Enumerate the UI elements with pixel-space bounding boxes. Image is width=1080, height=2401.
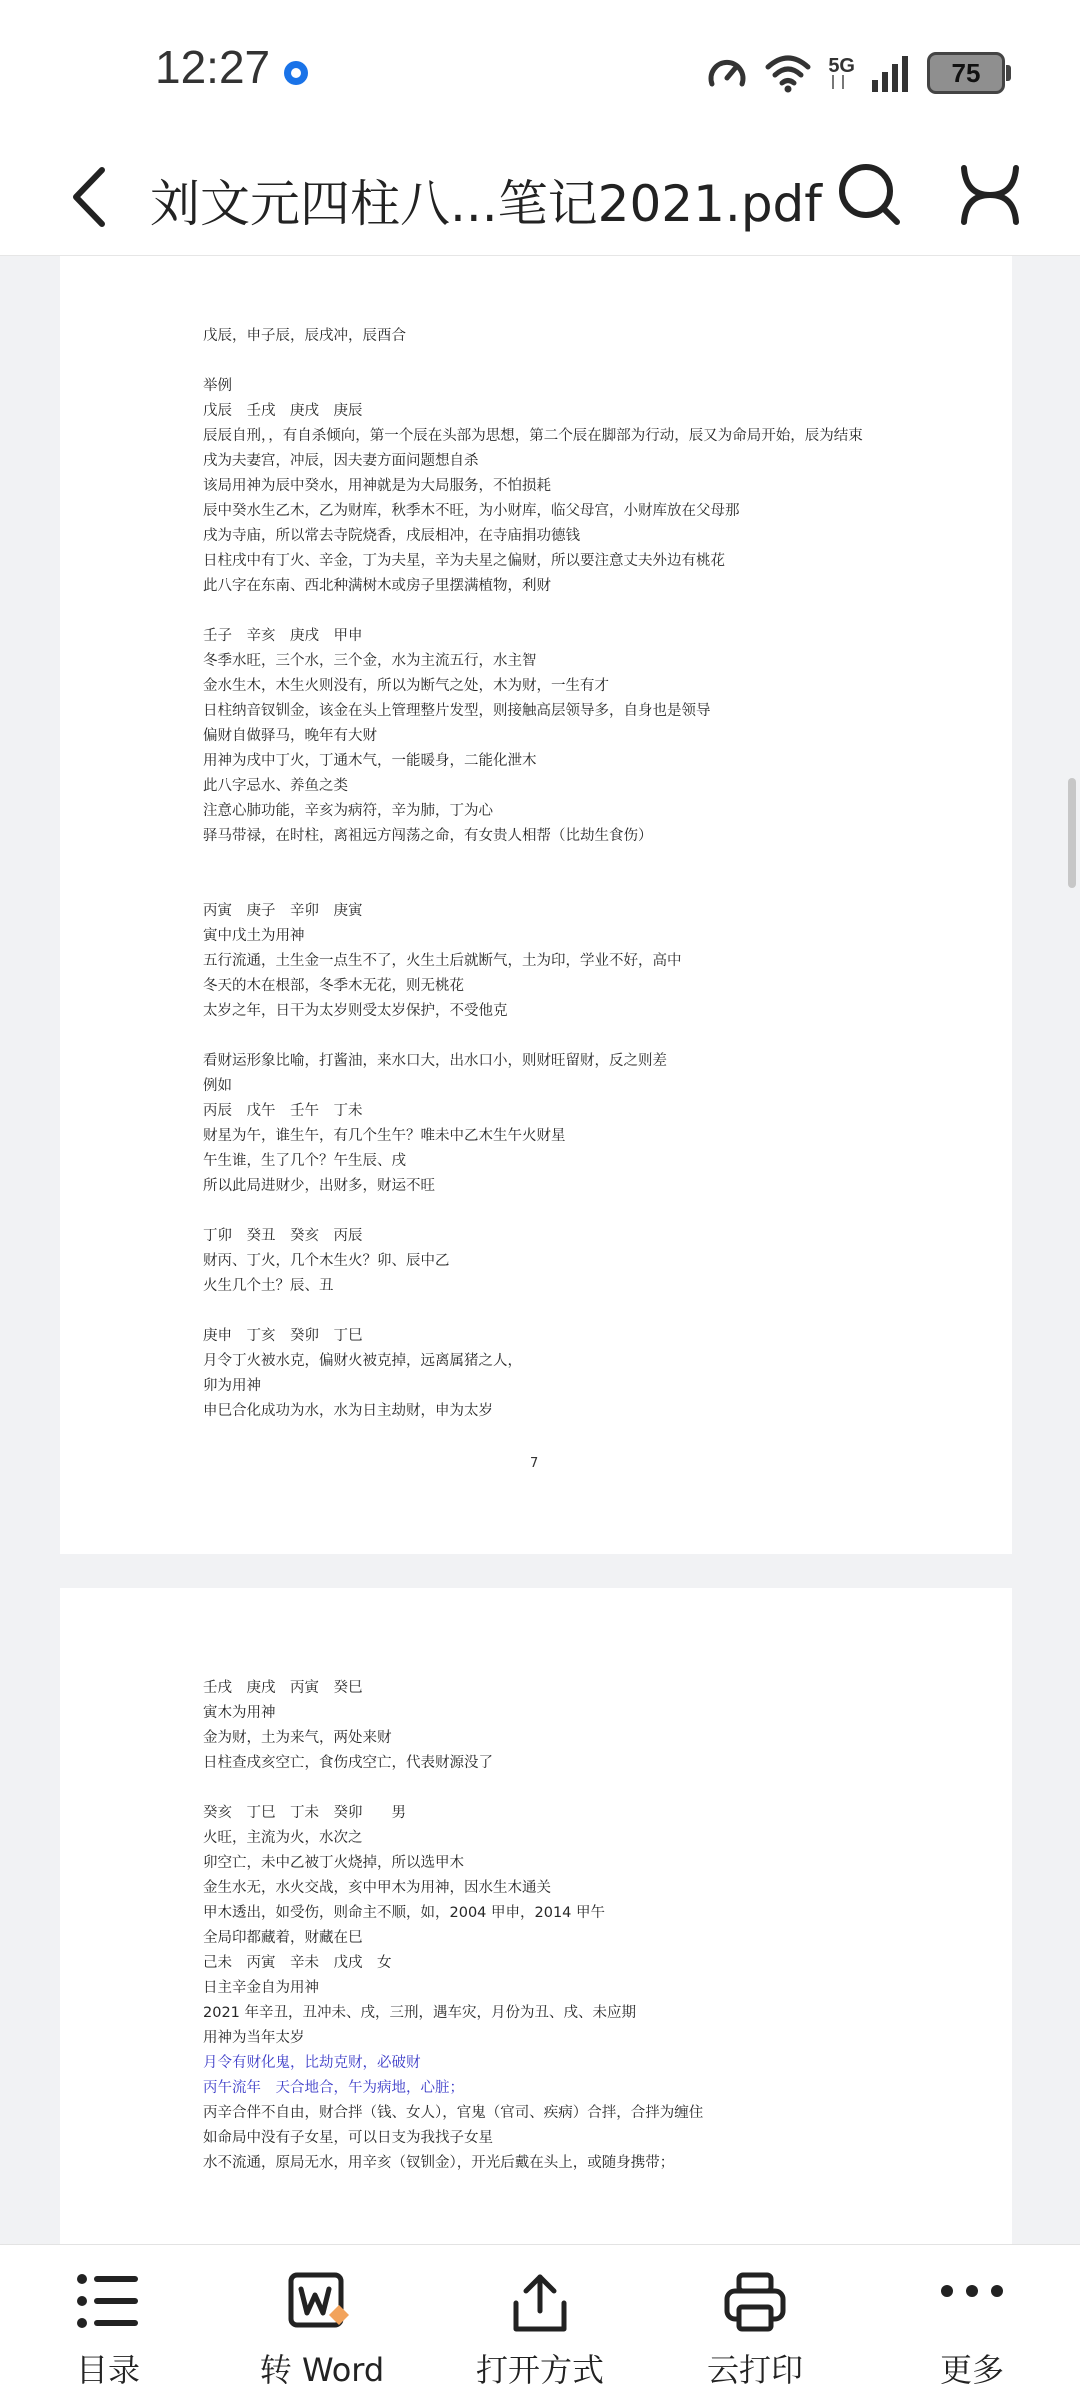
open-with-button[interactable] — [440, 2245, 640, 2401]
list-icon — [76, 2271, 140, 2331]
network-type: 5G — [828, 57, 855, 89]
wifi-icon — [764, 53, 812, 93]
text-line: 甲木透出，如受伤，则命主不顺，如，2004 甲申，2014 甲午 — [203, 1905, 606, 1921]
text-line: 癸亥 丁巳 丁未 癸卯 男 — [203, 1805, 406, 1821]
text-line: 日主辛金自为用神 — [203, 1980, 319, 1996]
text-line: 寅中戊土为用神 — [203, 928, 305, 944]
text-line: 戌为夫妻宫，冲辰，因夫妻方面问题想自杀 — [203, 453, 479, 469]
text-line: 此八字在东南、西北种满树木或房子里摆满植物，利财 — [203, 578, 551, 594]
text-line: 金为财，土为来气，两处来财 — [203, 1730, 392, 1746]
share-icon — [508, 2271, 572, 2335]
speed-icon — [706, 52, 748, 94]
text-line: 此八字忌水、养鱼之类 — [203, 778, 348, 794]
text-line: 金生水无，水火交战，亥中甲木为用神，因水生木通关 — [203, 1880, 551, 1896]
text-line — [203, 599, 863, 624]
text-line: 丙辛合伴不自由，财合拌（钱、女人），官鬼（官司、疾病）合拌，合拌为缠住 — [203, 2105, 704, 2121]
text-line: 用神为当年太岁 — [203, 2030, 305, 2046]
text-line — [203, 849, 863, 874]
toc-button[interactable] — [8, 2245, 208, 2401]
printer-icon — [723, 2271, 787, 2335]
text-line: 庚申 丁亥 癸卯 丁巳 — [203, 1328, 363, 1344]
page-number: 7 — [530, 1456, 539, 1471]
text-line — [203, 1024, 863, 1049]
text-line — [203, 1776, 703, 1801]
text-line: 如命局中没有子女星，可以日支为我找子女星 — [203, 2130, 493, 2146]
location-indicator-icon — [284, 61, 308, 85]
to-word-button[interactable] — [222, 2245, 422, 2401]
text-line: 戌为寺庙，所以常去寺院烧香，戌辰相冲，在寺庙捐功德钱 — [203, 528, 580, 544]
to-word-label: 转 Word — [259, 2351, 385, 2389]
text-line: 日柱戌中有丁火、辛金，丁为夫星，辛为夫星之偏财，所以要注意丈夫外边有桃花 — [203, 553, 725, 569]
page-text — [203, 1676, 703, 2176]
scrollbar[interactable] — [1068, 778, 1076, 888]
text-line: 寅木为用神 — [203, 1705, 276, 1721]
signal-icon — [871, 54, 911, 92]
text-line: 五行流通，土生金一点生不了，火生土后就断气，土为印，学业不好，高中 — [203, 953, 682, 969]
text-line: 金水生木，木生火则没有，所以为断气之处，木为财，一生有才 — [203, 678, 609, 694]
text-line: 丙寅 庚子 辛卯 庚寅 — [203, 903, 363, 919]
text-line: 财星为午，谁生午，有几个生午？唯未中乙木生午火财星 — [203, 1128, 566, 1144]
text-line: 火生几个土？辰、丑 — [203, 1278, 334, 1294]
text-line: 日柱查戌亥空亡，食伤戌空亡，代表财源没了 — [203, 1755, 493, 1771]
cloud-print-button[interactable] — [655, 2245, 855, 2401]
text-line: 日柱纳音钗钏金，该金在头上管理整片发型，则接触高层领导多，自身也是领导 — [203, 703, 711, 719]
text-line: 月令丁火被水克，偏财火被克掉，远离属猪之人， — [203, 1353, 522, 1369]
text-line — [203, 874, 863, 899]
battery-icon: 75 — [927, 52, 1005, 94]
document-title: 刘文元四柱八...笔记2021.pdf — [150, 175, 822, 233]
reader-mode-icon[interactable] — [958, 160, 1022, 230]
text-line: 全局印都藏着，财藏在巳 — [203, 1930, 363, 1946]
clock: 12:27 — [155, 41, 271, 93]
pdf-viewer[interactable] — [0, 256, 1080, 2244]
text-line: 辰中癸水生乙木，乙为财库，秋季木不旺，为小财库，临父母宫，小财库放在父母那 — [203, 503, 740, 519]
text-line: 所以此局进财少，出财多，财运不旺 — [203, 1178, 435, 1194]
text-line — [203, 349, 863, 374]
text-line: 午生谁，生了几个？午生辰、戌 — [203, 1153, 406, 1169]
cloud-print-label: 云打印 — [706, 2351, 803, 2389]
text-line: 己未 丙寅 辛未 戊戌 女 — [203, 1955, 392, 1971]
search-icon[interactable] — [835, 160, 905, 230]
word-convert-icon — [287, 2271, 357, 2335]
text-line — [203, 1299, 863, 1324]
text-line: 水不流通，原局无水，用辛亥（钗钏金），开光后戴在头上，或随身携带； — [203, 2155, 675, 2171]
page-text — [203, 324, 863, 1424]
text-line: 戊辰 壬戌 庚戌 庚辰 — [203, 403, 363, 419]
system-icons — [706, 50, 1005, 96]
text-line: 太岁之年，日干为太岁则受太岁保护，不受他克 — [203, 1003, 508, 1019]
text-line: 丙午流年 天合地合，午为病地，心脏； — [203, 2080, 464, 2096]
text-line: 戊辰，申子辰，辰戌冲，辰酉合 — [203, 328, 406, 344]
status-bar — [0, 0, 1080, 140]
more-button[interactable] — [872, 2245, 1072, 2401]
text-line: 月令有财化鬼，比劫克财，必破财 — [203, 2055, 421, 2071]
text-line: 丁卯 癸丑 癸亥 丙辰 — [203, 1228, 363, 1244]
text-line: 举例 — [203, 378, 232, 394]
open-with-label: 打开方式 — [475, 2351, 604, 2389]
text-line: 用神为戌中丁火，丁通木气，一能暖身，二能化泄木 — [203, 753, 537, 769]
more-label: 更多 — [939, 2351, 1004, 2389]
text-line: 财丙、丁火，几个木生火？卯、辰中乙 — [203, 1253, 450, 1269]
more-icon — [937, 2271, 1007, 2311]
text-line: 壬戌 庚戌 丙寅 癸巳 — [203, 1680, 363, 1696]
text-line: 偏财自做驿马，晚年有大财 — [203, 728, 377, 744]
text-line: 壬子 辛亥 庚戌 甲申 — [203, 628, 363, 644]
text-line — [203, 1199, 863, 1224]
pdf-page — [60, 1588, 1012, 2244]
text-line: 例如 — [203, 1078, 232, 1094]
text-line: 驿马带禄，在时柱，离祖远方闯荡之命，有女贵人相帮（比劫生食伤） — [203, 828, 653, 844]
text-line: 申巳合化成功为水，水为日主劫财，申为太岁 — [203, 1403, 493, 1419]
text-line: 冬天的木在根部，冬季木无花，则无桃花 — [203, 978, 464, 994]
bottom-toolbar — [0, 2244, 1080, 2401]
text-line: 火旺，主流为火，水次之 — [203, 1830, 363, 1846]
text-line: 2021 年辛丑，丑冲未、戌，三刑，遇车灾，月份为丑、戌、未应期 — [203, 2005, 637, 2021]
text-line: 丙辰 戊午 壬午 丁未 — [203, 1103, 363, 1119]
text-line: 卯为用神 — [203, 1378, 261, 1394]
text-line: 卯空亡，未中乙被丁火烧掉，所以选甲木 — [203, 1855, 464, 1871]
text-line: 该局用神为辰中癸水，用神就是为大局服务，不怕损耗 — [203, 478, 551, 494]
title-bar — [0, 140, 1080, 256]
back-icon[interactable] — [60, 162, 120, 232]
pdf-page — [60, 256, 1012, 1554]
text-line: 看财运形象比喻，打酱油，来水口大，出水口小，则财旺留财，反之则差 — [203, 1053, 667, 1069]
text-line: 注意心肺功能，辛亥为病符，辛为肺，丁为心 — [203, 803, 493, 819]
toc-label: 目录 — [75, 2351, 140, 2389]
text-line: 冬季水旺，三个水，三个金，水为主流五行，水主智 — [203, 653, 537, 669]
text-line: 辰辰自刑，，有自杀倾向，第一个辰在头部为思想，第二个辰在脚部为行动，辰又为命局开始，辰为结束 — [203, 428, 863, 444]
